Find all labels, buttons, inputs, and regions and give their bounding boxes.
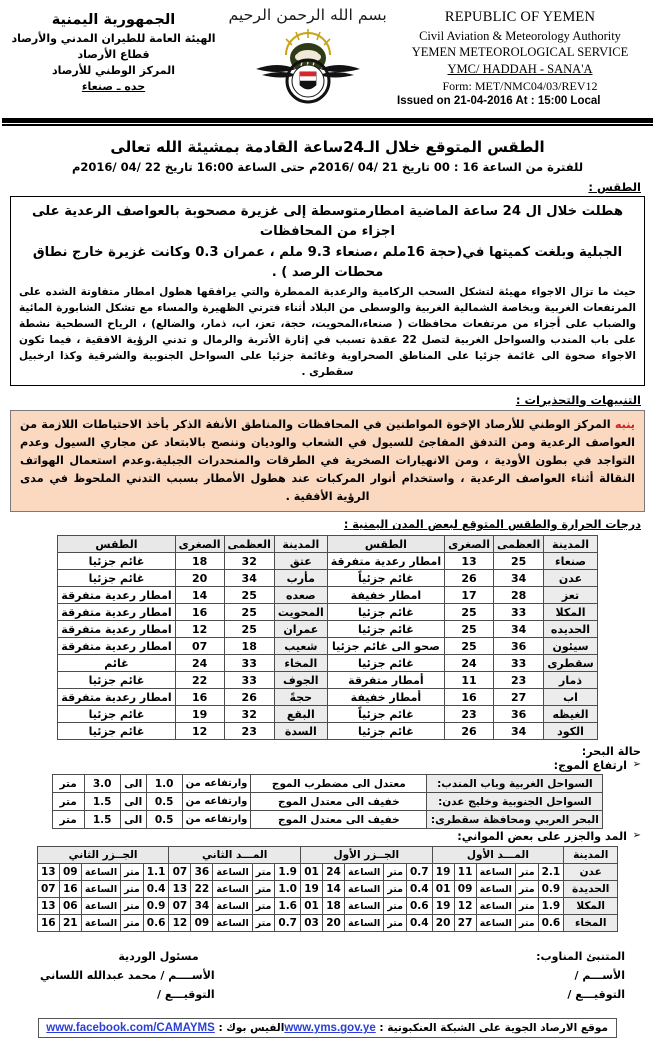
cell-region: البحر العربي ومحافظة سقطرى: bbox=[427, 811, 603, 829]
cell-max: 34 bbox=[493, 570, 543, 587]
cell-unit-hour: الساعة bbox=[213, 864, 252, 881]
cell-h2-hh: 09 bbox=[191, 915, 213, 932]
cell-h1-meters: 0.9 bbox=[538, 881, 564, 898]
cell-height-unit: متر bbox=[52, 793, 84, 811]
website-label: موقع الارصاد الجوية على الشبكة العنكبوتية : bbox=[379, 1022, 608, 1035]
tide-table bbox=[37, 846, 618, 932]
facebook-link[interactable]: www.facebook.com/CAMAYMS bbox=[46, 1022, 215, 1035]
cell-city: تعز bbox=[544, 587, 597, 604]
cell-h1-hh: 12 bbox=[454, 898, 476, 915]
shift-supervisor-name-label: الأســــم / bbox=[160, 968, 215, 982]
header-english-block bbox=[395, 6, 645, 110]
cell-h1-meters: 2.1 bbox=[538, 864, 564, 881]
cell-weather: امطار رعدية متفرقة bbox=[58, 621, 175, 638]
table-row bbox=[58, 689, 597, 706]
cell-l2-mm: 16 bbox=[37, 915, 59, 932]
website-link[interactable]: www.yms.gov.ye bbox=[284, 1022, 376, 1035]
shift-supervisor-title: مسئول الوردية bbox=[118, 950, 199, 964]
cell-h2-meters: 1.0 bbox=[275, 881, 301, 898]
cell-city: مأرب bbox=[274, 570, 327, 587]
header-logo-block bbox=[228, 6, 387, 107]
tide-table-wrapper bbox=[0, 846, 655, 932]
col-max-left: العظمى bbox=[224, 536, 274, 553]
cell-max: 34 bbox=[224, 570, 274, 587]
shift-supervisor-name-value: محمد عبدالله اللساني bbox=[40, 968, 157, 982]
cell-h2-mm: 07 bbox=[169, 898, 191, 915]
cell-city: المخاء bbox=[274, 655, 327, 672]
shift-supervisor-sign-label: التوقيـــع / bbox=[157, 987, 215, 1001]
cell-tide-city: المخاء bbox=[564, 915, 618, 932]
col-min-left: الصغرى bbox=[175, 536, 224, 553]
duty-forecaster-title: المتنبئ المناوب: bbox=[536, 950, 625, 964]
warnings-section-label: التنبيهات والتحذيرات : bbox=[515, 392, 641, 407]
cell-h1-mm: 01 bbox=[432, 881, 454, 898]
temperature-table-wrapper bbox=[0, 535, 655, 740]
cell-region: السواحل الجنوبية وخليج عدن: bbox=[427, 793, 603, 811]
cell-h2-hh: 36 bbox=[191, 864, 213, 881]
cell-min: 17 bbox=[445, 587, 494, 604]
cell-city: عدن bbox=[544, 570, 597, 587]
center-name-ar: المركز الوطني للأرصاد bbox=[51, 63, 175, 77]
tide-label: المد والجزر على بعض المواني: bbox=[457, 830, 627, 844]
forecast-highlight-line-1: هطلت خلال ال 24 ساعة الماضية امطارمتوسطة إلى غزيرة مصحوبة بالعواصف الرعدية على اجزاء من المحافظات bbox=[31, 204, 624, 240]
cell-max: 32 bbox=[224, 553, 274, 570]
cell-l2-hh: 09 bbox=[59, 864, 81, 881]
cell-min: 19 bbox=[175, 706, 224, 723]
cell-min: 07 bbox=[175, 638, 224, 655]
cell-height-label: وارتفاعه من bbox=[182, 775, 251, 793]
sea-table-wrapper bbox=[0, 774, 655, 829]
cell-weather: امطار رعدية متفرقة bbox=[58, 587, 175, 604]
cell-city: صعده bbox=[274, 587, 327, 604]
cell-weather: امطار رعدية متفرقة bbox=[58, 604, 175, 621]
cell-unit-m: متر bbox=[384, 864, 407, 881]
cell-min: 16 bbox=[175, 604, 224, 621]
cell-max: 25 bbox=[493, 553, 543, 570]
cell-unit-m: متر bbox=[121, 881, 144, 898]
cell-weather: صحو الى غائم جزئيا bbox=[327, 638, 444, 655]
cell-weather: غائم جزئيا bbox=[58, 706, 175, 723]
cell-l2-mm: 07 bbox=[37, 881, 59, 898]
cell-weather: غائم جزئيا bbox=[327, 604, 444, 621]
cell-unit-hour: الساعة bbox=[81, 864, 120, 881]
cell-max: 27 bbox=[493, 689, 543, 706]
cell-l2-hh: 16 bbox=[59, 881, 81, 898]
cell-height-unit: متر bbox=[52, 811, 84, 829]
cell-max: 25 bbox=[224, 621, 274, 638]
warning-keyword: ينبه bbox=[614, 417, 635, 431]
cell-unit-m: متر bbox=[121, 898, 144, 915]
cell-city: اب bbox=[544, 689, 597, 706]
cell-h1-meters: 1.9 bbox=[538, 898, 564, 915]
cell-height-unit: متر bbox=[52, 775, 84, 793]
forecast-body-text: حيث ما تزال الاجواء مهيئة لتشكل السحب الركامية والرعدية الممطرة والتي يرافقها هطول امطار متفاوتة الشده على المرتفعات الغربية وبخاصة الشمالية الغربية والوسطى من البلاد أثناء فترتي الظهيرة والمساء مع تشكل الشابورة المائية والضباب على أجزاء من مرتفعات محافظات ( صنعاء،المحويت، حجة، تعز، اب، ذمار، والضالع) ، الرياح السطحية نشطة على باب المندب والسواحل الغربية لتصل 22 عقدة تسبب في إثارة الأتربة والرمال و تدني الرؤية الافقية ، فيما تكون الاجواء صحوة الى غائمة جزئيا على المناطق الصحراوية وغائمة جزئيا على السواحل الجنوبية والشرقية وكذا ارخبيل سقطرى . bbox=[19, 285, 636, 378]
tide-header-row bbox=[37, 847, 617, 864]
cell-min: 16 bbox=[175, 689, 224, 706]
cell-max: 33 bbox=[224, 655, 274, 672]
cell-city: عتق bbox=[274, 553, 327, 570]
cell-city: الكود bbox=[544, 723, 597, 740]
cell-unit-hour: الساعة bbox=[345, 898, 384, 915]
cell-min: 18 bbox=[175, 553, 224, 570]
cell-unit-m: متر bbox=[252, 864, 275, 881]
cell-city: البقع bbox=[274, 706, 327, 723]
cell-city: شعيب bbox=[274, 638, 327, 655]
table-row bbox=[58, 587, 597, 604]
wave-height-subtitle bbox=[0, 758, 655, 774]
col-high-tide-2: المـــد الثاني bbox=[169, 847, 301, 864]
cell-l2-mm: 13 bbox=[37, 864, 59, 881]
weather-section-label: الطقس : bbox=[588, 180, 641, 194]
cell-weather: غائم bbox=[58, 655, 175, 672]
sector-name-ar: قطاع الأرصاد bbox=[77, 47, 150, 61]
col-low-tide-1: الجــزر الأول bbox=[301, 847, 433, 864]
cell-l2-meters: 1.1 bbox=[143, 864, 169, 881]
table-row bbox=[58, 638, 597, 655]
cell-l2-hh: 06 bbox=[59, 898, 81, 915]
cell-min: 25 bbox=[445, 638, 494, 655]
cell-min: 22 bbox=[175, 672, 224, 689]
cell-min: 14 bbox=[175, 587, 224, 604]
cell-city: المحويت bbox=[274, 604, 327, 621]
cell-city: حجةً bbox=[274, 689, 327, 706]
facebook-segment bbox=[46, 1022, 284, 1034]
temperature-section-label: درجات الحرارة والطقس المتوقع لبعض المدن اليمنية : bbox=[343, 518, 641, 532]
bullet-arrow-icon: ➢ bbox=[632, 759, 641, 771]
duty-forecaster-name-label: الأســـم / bbox=[574, 968, 625, 982]
cell-max: 26 bbox=[224, 689, 274, 706]
cell-h2-mm: 13 bbox=[169, 881, 191, 898]
cell-unit-hour: الساعة bbox=[213, 881, 252, 898]
col-weather-left: الطقس bbox=[58, 536, 175, 553]
cell-height-from: 0.5 bbox=[146, 811, 182, 829]
cell-min: 13 bbox=[445, 553, 494, 570]
cell-weather: غائم جزئيا bbox=[58, 570, 175, 587]
table-row bbox=[58, 621, 597, 638]
cell-max: 32 bbox=[224, 706, 274, 723]
cell-unit-m: متر bbox=[121, 915, 144, 932]
temperature-header-row bbox=[58, 536, 597, 553]
cell-min: 26 bbox=[445, 570, 494, 587]
org-name-ar: الجمهورية اليمنية bbox=[51, 12, 176, 28]
cell-max: 33 bbox=[224, 672, 274, 689]
cell-unit-hour: الساعة bbox=[476, 881, 515, 898]
cell-h1-hh: 09 bbox=[454, 881, 476, 898]
cell-l2-meters: 0.4 bbox=[143, 881, 169, 898]
cell-h2-mm: 12 bbox=[169, 915, 191, 932]
cell-h2-meters: 1.6 bbox=[275, 898, 301, 915]
header-divider-thin bbox=[2, 124, 653, 126]
cell-max: 28 bbox=[493, 587, 543, 604]
cell-height-value: 3.0 bbox=[84, 775, 120, 793]
cell-min: 25 bbox=[445, 621, 494, 638]
cell-height-from: 0.5 bbox=[146, 793, 182, 811]
cell-weather: امطار خفيفة bbox=[327, 587, 444, 604]
emblem-svg bbox=[252, 25, 364, 107]
cell-min: 20 bbox=[175, 570, 224, 587]
shift-supervisor-block bbox=[40, 948, 215, 1004]
cell-h1-meters: 0.6 bbox=[538, 915, 564, 932]
cell-l1-meters: 0.4 bbox=[406, 881, 432, 898]
cell-unit-hour: الساعة bbox=[476, 915, 515, 932]
cell-city: السدة bbox=[274, 723, 327, 740]
cell-l1-mm: 01 bbox=[301, 898, 323, 915]
table-row bbox=[52, 775, 603, 793]
cell-city: صنعاء bbox=[544, 553, 597, 570]
cell-max: 23 bbox=[493, 672, 543, 689]
cell-l1-meters: 0.4 bbox=[406, 915, 432, 932]
wave-height-table bbox=[52, 774, 604, 829]
cell-height-value: 1.5 bbox=[84, 811, 120, 829]
cell-region: السواحل الغربية وباب المندب: bbox=[427, 775, 603, 793]
cell-weather: امطار رعدية متفرقة bbox=[58, 689, 175, 706]
col-max-right: العظمى bbox=[493, 536, 543, 553]
cell-weather: امطار رعدية متفرقة bbox=[327, 553, 444, 570]
cell-unit-m: متر bbox=[384, 898, 407, 915]
cell-weather: امطار رعدية متفرقة bbox=[58, 638, 175, 655]
table-row bbox=[58, 672, 597, 689]
cell-weather: غائم جزئيا bbox=[327, 655, 444, 672]
cell-h1-hh: 11 bbox=[454, 864, 476, 881]
authority-name-en: Civil Aviation & Meteorology Authority bbox=[419, 28, 621, 43]
cell-weather: غائم جزئياً bbox=[327, 706, 444, 723]
page-title: الطقس المتوقع خلال الـ24ساعة القادمة بمشيئة الله تعالى bbox=[110, 138, 545, 156]
cell-height-to-word: الى bbox=[120, 811, 146, 829]
location-en: YMC/ HADDAH - SANA'A bbox=[447, 62, 593, 77]
cell-city: الحديده bbox=[544, 621, 597, 638]
cell-min: 12 bbox=[175, 723, 224, 740]
cell-unit-m: متر bbox=[384, 915, 407, 932]
cell-height-label: وارتفاعه من bbox=[182, 793, 251, 811]
table-row bbox=[37, 915, 617, 932]
table-row bbox=[37, 864, 617, 881]
cell-height-to-word: الى bbox=[120, 775, 146, 793]
cell-weather: غائم جزئياً bbox=[327, 570, 444, 587]
cell-city: الغيظه bbox=[544, 706, 597, 723]
cell-h1-mm: 19 bbox=[432, 864, 454, 881]
document-header bbox=[0, 0, 655, 118]
cell-unit-hour: الساعة bbox=[81, 881, 120, 898]
cell-unit-hour: الساعة bbox=[81, 915, 120, 932]
issued-on: Issued on 21-04-2016 At : 15:00 Local bbox=[397, 95, 601, 108]
cell-l1-meters: 0.7 bbox=[406, 864, 432, 881]
table-row bbox=[58, 604, 597, 621]
warnings-box bbox=[10, 410, 645, 513]
table-row bbox=[58, 723, 597, 740]
cell-h1-hh: 27 bbox=[454, 915, 476, 932]
cell-max: 33 bbox=[493, 604, 543, 621]
cell-weather: أمطار خفيفة bbox=[327, 689, 444, 706]
col-tide-city: المدينة bbox=[564, 847, 618, 864]
cell-unit-m: متر bbox=[121, 864, 144, 881]
cell-unit-m: متر bbox=[252, 915, 275, 932]
cell-h1-mm: 20 bbox=[432, 915, 454, 932]
cell-unit-m: متر bbox=[515, 864, 538, 881]
cell-weather: أمطار متفرقة bbox=[327, 672, 444, 689]
tide-subtitle bbox=[0, 829, 655, 845]
cell-tide-city: المكلا bbox=[564, 898, 618, 915]
cell-min: 24 bbox=[175, 655, 224, 672]
col-high-tide-1: المـــد الأول bbox=[432, 847, 564, 864]
cell-l1-mm: 01 bbox=[301, 864, 323, 881]
table-row bbox=[58, 553, 597, 570]
camaA-emblem-icon bbox=[252, 25, 364, 107]
cell-l1-hh: 24 bbox=[323, 864, 345, 881]
bullet-arrow-icon: ➢ bbox=[632, 830, 641, 842]
cell-unit-hour: الساعة bbox=[81, 898, 120, 915]
cell-h2-hh: 22 bbox=[191, 881, 213, 898]
cell-max: 34 bbox=[493, 723, 543, 740]
cell-weather: غائم جزئيا bbox=[327, 723, 444, 740]
org-name-en: REPUBLIC OF YEMEN bbox=[444, 9, 596, 25]
forecast-highlight-line-2: الجبلية وبلغت كميتها في(حجة 16ملم ،صنعاء 9.3 ملم ، عمران 0.3 وكانت غزيرة خارج نطاق محطات الرصد ) . bbox=[32, 244, 623, 281]
cell-min: 25 bbox=[445, 604, 494, 621]
cell-max: 33 bbox=[493, 655, 543, 672]
cell-unit-m: متر bbox=[515, 881, 538, 898]
cell-city: الجوف bbox=[274, 672, 327, 689]
shift-supervisor-name-line bbox=[40, 967, 215, 986]
cell-unit-hour: الساعة bbox=[476, 898, 515, 915]
cell-unit-hour: الساعة bbox=[345, 881, 384, 898]
cell-unit-hour: الساعة bbox=[213, 898, 252, 915]
forecast-period: للفترة من الساعة 16 : 00 تاريخ 21 /04 /2016م حتى الساعة 16:00 تاريخ 22 /04 /2016م bbox=[71, 160, 584, 174]
table-row bbox=[52, 811, 603, 829]
cell-h2-mm: 07 bbox=[169, 864, 191, 881]
cell-min: 23 bbox=[445, 706, 494, 723]
cell-max: 23 bbox=[224, 723, 274, 740]
cell-tide-city: الحديدة bbox=[564, 881, 618, 898]
col-min-right: الصغرى bbox=[445, 536, 494, 553]
col-weather-right: الطقس bbox=[327, 536, 444, 553]
warnings-body-text: المركز الوطني للأرصاد الإخوة المواطنين في المحافظات والمناطق الأنفة الذكر بأخذ الاحتياطات اللازمة من العواصف الرعدية ومن التدفق المفاجئ للسيول في الشعاب والوديان وننصح بالابتعاد عن مجاري السيول وعدم التواجد في بطون الأودية ، ومن الانهيارات الصخرية في الطرقات والمنحدرات الجبلية.وعدم استعمال الهواتف النقالة أثناء العواصف الرعدية ، واستخدام أنوار المركبات عند هطول الأمطار بسبب التدني الملحوظ في مدى الرؤية الأفقية . bbox=[20, 417, 635, 504]
cell-l1-meters: 0.6 bbox=[406, 898, 432, 915]
signature-footer bbox=[0, 932, 655, 1004]
cell-max: 25 bbox=[224, 587, 274, 604]
cell-weather: غائم جزئيا bbox=[58, 672, 175, 689]
cell-unit-hour: الساعة bbox=[345, 915, 384, 932]
cell-unit-m: متر bbox=[515, 898, 538, 915]
cell-weather: غائم جزئيا bbox=[327, 621, 444, 638]
header-divider bbox=[2, 118, 653, 123]
cell-height-value: 1.5 bbox=[84, 793, 120, 811]
cell-min: 26 bbox=[445, 723, 494, 740]
duty-forecaster-sign-label: التوقيـــع / bbox=[567, 987, 625, 1001]
cell-min: 16 bbox=[445, 689, 494, 706]
cell-l2-meters: 0.6 bbox=[143, 915, 169, 932]
cell-city: عمران bbox=[274, 621, 327, 638]
cell-tide-city: عدن bbox=[564, 864, 618, 881]
cell-l1-mm: 19 bbox=[301, 881, 323, 898]
location-ar: حده ـ صنعاء bbox=[81, 79, 146, 93]
cell-city: سقطرى bbox=[544, 655, 597, 672]
header-arabic-block bbox=[6, 6, 221, 95]
cell-city: المكلا bbox=[544, 604, 597, 621]
cell-unit-m: متر bbox=[515, 915, 538, 932]
cell-city: ذمار bbox=[544, 672, 597, 689]
cell-min: 24 bbox=[445, 655, 494, 672]
cell-l2-hh: 21 bbox=[59, 915, 81, 932]
cell-unit-m: متر bbox=[252, 881, 275, 898]
cell-unit-m: متر bbox=[252, 898, 275, 915]
cell-min: 11 bbox=[445, 672, 494, 689]
warnings-text-container bbox=[20, 416, 635, 507]
temperature-table bbox=[57, 535, 597, 740]
cell-l1-hh: 20 bbox=[323, 915, 345, 932]
cell-h1-mm: 19 bbox=[432, 898, 454, 915]
cell-max: 36 bbox=[493, 706, 543, 723]
cell-unit-m: متر bbox=[384, 881, 407, 898]
facebook-label: الفيس بوك : bbox=[218, 1022, 285, 1035]
cell-unit-hour: الساعة bbox=[345, 864, 384, 881]
table-row bbox=[52, 793, 603, 811]
table-row bbox=[58, 570, 597, 587]
cell-city: سيئون bbox=[544, 638, 597, 655]
service-name-en: YEMEN METEOROLOGICAL SERVICE bbox=[411, 45, 629, 60]
authority-name-ar: الهيئة العامة للطيران المدني والأرصاد bbox=[11, 32, 216, 46]
basmala-calligraphy: بسم الله الرحمن الرحيم bbox=[228, 6, 387, 24]
cell-sea-state: خفيف الى معتدل الموج bbox=[251, 811, 427, 829]
cell-h2-meters: 0.7 bbox=[275, 915, 301, 932]
wave-height-label: ارتفاع الموج: bbox=[553, 759, 627, 773]
cell-h2-hh: 34 bbox=[191, 898, 213, 915]
cell-l1-hh: 18 bbox=[323, 898, 345, 915]
cell-l1-hh: 14 bbox=[323, 881, 345, 898]
cell-sea-state: خفيف الى معتدل الموج bbox=[251, 793, 427, 811]
cell-unit-hour: الساعة bbox=[476, 864, 515, 881]
cell-height-to-word: الى bbox=[120, 793, 146, 811]
cell-h2-meters: 1.9 bbox=[275, 864, 301, 881]
cell-max: 36 bbox=[493, 638, 543, 655]
cell-weather: غائم جزئيا bbox=[58, 553, 175, 570]
table-row bbox=[58, 706, 597, 723]
cell-max: 25 bbox=[224, 604, 274, 621]
table-row bbox=[58, 655, 597, 672]
cell-weather: غائم جزئيا bbox=[58, 723, 175, 740]
table-row bbox=[37, 881, 617, 898]
form-number: Form: MET/NMC04/03/REV12 bbox=[442, 79, 598, 94]
cell-max: 18 bbox=[224, 638, 274, 655]
cell-unit-hour: الساعة bbox=[213, 915, 252, 932]
cell-height-from: 1.0 bbox=[146, 775, 182, 793]
cell-l1-mm: 03 bbox=[301, 915, 323, 932]
links-footer-box bbox=[38, 1018, 617, 1038]
cell-sea-state: معتدل الى مضطرب الموج bbox=[251, 775, 427, 793]
cell-l2-mm: 13 bbox=[37, 898, 59, 915]
col-city-right: المدينة bbox=[544, 536, 597, 553]
cell-l2-meters: 0.9 bbox=[143, 898, 169, 915]
duty-forecaster-block bbox=[536, 948, 625, 1004]
forecast-box bbox=[10, 196, 645, 386]
cell-min: 12 bbox=[175, 621, 224, 638]
cell-height-label: وارتفاعه من bbox=[182, 811, 251, 829]
cell-max: 34 bbox=[493, 621, 543, 638]
col-low-tide-2: الجــزر الثاني bbox=[37, 847, 169, 864]
col-city-left: المدينة bbox=[274, 536, 327, 553]
table-row bbox=[37, 898, 617, 915]
website-segment bbox=[284, 1022, 608, 1034]
sea-state-title: حالة البحر: bbox=[581, 745, 641, 759]
